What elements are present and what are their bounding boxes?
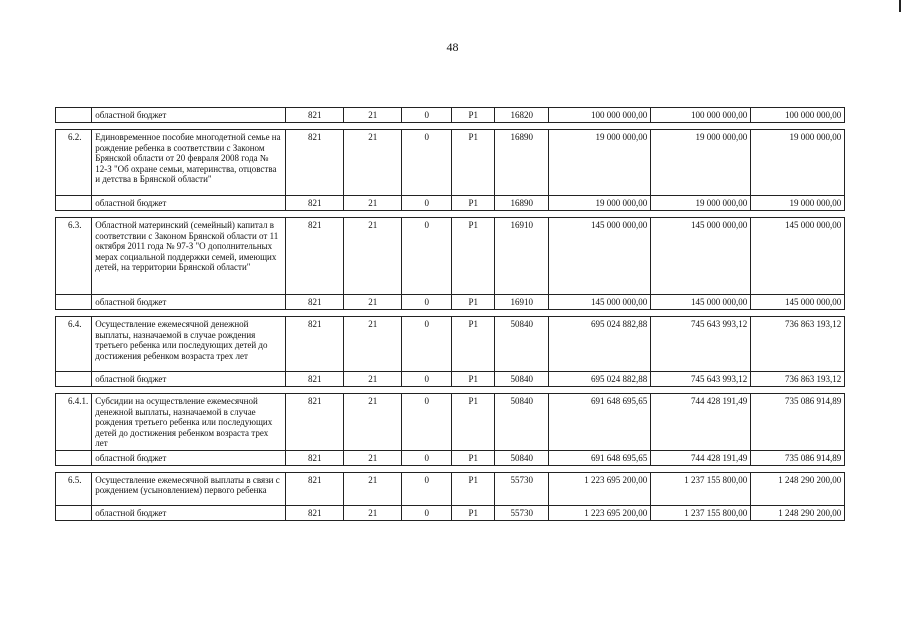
row-number (56, 505, 92, 520)
row-cs: P1 (452, 317, 495, 372)
row-code: 55730 (495, 472, 549, 505)
row-cs: P1 (452, 394, 495, 451)
row-name: областной бюджет (92, 108, 286, 123)
table-row (56, 130, 845, 196)
row-year3: 145 000 000,00 (751, 295, 845, 310)
row-cs: P1 (452, 372, 495, 387)
row-pr: 0 (402, 218, 452, 295)
row-year1: 695 024 882,88 (549, 372, 651, 387)
row-code: 50840 (495, 317, 549, 372)
table-row (56, 394, 845, 451)
row-year1: 100 000 000,00 (549, 108, 651, 123)
row-name: областной бюджет (92, 372, 286, 387)
row-year1: 19 000 000,00 (549, 130, 651, 196)
row-year2: 1 237 155 800,00 (651, 472, 751, 505)
row-rz: 21 (344, 472, 402, 505)
row-year3: 735 086 914,89 (751, 394, 845, 451)
table-row (56, 372, 845, 387)
row-year1: 691 648 695,65 (549, 450, 651, 465)
row-year2: 19 000 000,00 (651, 130, 751, 196)
row-pr: 0 (402, 505, 452, 520)
row-year1: 19 000 000,00 (549, 196, 651, 211)
table-row (56, 108, 845, 123)
page-number: 48 (446, 40, 459, 54)
row-year1: 695 024 882,88 (549, 317, 651, 372)
row-rz: 21 (344, 394, 402, 451)
row-number: 6.4. (56, 317, 92, 372)
budget-table (55, 107, 845, 521)
row-year3: 145 000 000,00 (751, 218, 845, 295)
table-row (56, 317, 845, 372)
table-row (56, 450, 845, 465)
row-rz: 21 (344, 196, 402, 211)
row-pr: 0 (402, 372, 452, 387)
row-gr: 821 (286, 472, 344, 505)
row-pr: 0 (402, 196, 452, 211)
row-year1: 691 648 695,65 (549, 394, 651, 451)
row-code: 16820 (495, 108, 549, 123)
row-number: 6.3. (56, 218, 92, 295)
row-gr: 821 (286, 196, 344, 211)
row-pr: 0 (402, 317, 452, 372)
row-code: 16890 (495, 130, 549, 196)
row-rz: 21 (344, 372, 402, 387)
table-row (56, 196, 845, 211)
row-name: областной бюджет (92, 295, 286, 310)
row-year2: 19 000 000,00 (651, 196, 751, 211)
row-rz: 21 (344, 295, 402, 310)
row-year3: 1 248 290 200,00 (751, 472, 845, 505)
row-year1: 1 223 695 200,00 (549, 472, 651, 505)
row-number (56, 450, 92, 465)
row-year2: 145 000 000,00 (651, 218, 751, 295)
row-cs: P1 (452, 108, 495, 123)
row-year3: 735 086 914,89 (751, 450, 845, 465)
row-number (56, 196, 92, 211)
row-year3: 19 000 000,00 (751, 196, 845, 211)
row-rz: 21 (344, 450, 402, 465)
table-row (56, 505, 845, 520)
row-code: 16910 (495, 218, 549, 295)
row-cs: P1 (452, 505, 495, 520)
row-year1: 145 000 000,00 (549, 218, 651, 295)
row-gap (56, 211, 845, 218)
row-number: 6.5. (56, 472, 92, 505)
row-number (56, 108, 92, 123)
row-year2: 744 428 191,49 (651, 394, 751, 451)
table-row (56, 472, 845, 505)
row-pr: 0 (402, 450, 452, 465)
row-year2: 745 643 993,12 (651, 317, 751, 372)
row-year2: 1 237 155 800,00 (651, 505, 751, 520)
row-name: Осуществление ежемесячной выплаты в связи с рождением (усыновлением) первого ребенка (92, 472, 286, 505)
row-pr: 0 (402, 108, 452, 123)
row-name: областной бюджет (92, 450, 286, 465)
row-name: Субсидии на осуществление ежемесячной денежной выплаты, назначаемой в случае рождения третьего ребенка или последующих детей до достижения ребенком возраста трех лет (92, 394, 286, 451)
row-gr: 821 (286, 295, 344, 310)
row-cs: P1 (452, 450, 495, 465)
row-code: 16910 (495, 295, 549, 310)
row-rz: 21 (344, 218, 402, 295)
row-gr: 821 (286, 130, 344, 196)
row-year3: 100 000 000,00 (751, 108, 845, 123)
row-number: 6.2. (56, 130, 92, 196)
row-gr: 821 (286, 450, 344, 465)
row-cs: P1 (452, 218, 495, 295)
row-number: 6.4.1. (56, 394, 92, 451)
row-gap (56, 465, 845, 472)
scan-edge-mark (899, 0, 901, 12)
row-gr: 821 (286, 108, 344, 123)
row-gap (56, 310, 845, 317)
row-gr: 821 (286, 394, 344, 451)
table-row (56, 295, 845, 310)
row-name: Осуществление ежемесячной денежной выплаты, назначаемой в случае рождения третьего ребенка или последующих детей до достижения ребенком возраста трех лет (92, 317, 286, 372)
row-gr: 821 (286, 505, 344, 520)
row-year2: 744 428 191,49 (651, 450, 751, 465)
row-year2: 100 000 000,00 (651, 108, 751, 123)
row-rz: 21 (344, 505, 402, 520)
row-year3: 19 000 000,00 (751, 130, 845, 196)
row-name: Областной материнский (семейный) капитал в соответствии с Законом Брянской области от 11 октября 2011 года № 97-З "О дополнительных мерах социальной поддержки семей, имеющих детей, на территории Брянской области" (92, 218, 286, 295)
row-name: областной бюджет (92, 505, 286, 520)
row-cs: P1 (452, 196, 495, 211)
row-code: 50840 (495, 394, 549, 451)
row-year1: 1 223 695 200,00 (549, 505, 651, 520)
row-rz: 21 (344, 317, 402, 372)
row-number (56, 372, 92, 387)
row-year2: 145 000 000,00 (651, 295, 751, 310)
row-pr: 0 (402, 130, 452, 196)
row-pr: 0 (402, 394, 452, 451)
row-code: 16890 (495, 196, 549, 211)
row-cs: P1 (452, 472, 495, 505)
row-rz: 21 (344, 108, 402, 123)
row-gr: 821 (286, 317, 344, 372)
row-year2: 745 643 993,12 (651, 372, 751, 387)
row-cs: P1 (452, 295, 495, 310)
row-code: 55730 (495, 505, 549, 520)
row-year1: 145 000 000,00 (549, 295, 651, 310)
row-cs: P1 (452, 130, 495, 196)
row-gap (56, 387, 845, 394)
row-gr: 821 (286, 218, 344, 295)
row-rz: 21 (344, 130, 402, 196)
row-year3: 1 248 290 200,00 (751, 505, 845, 520)
row-pr: 0 (402, 295, 452, 310)
row-year3: 736 863 193,12 (751, 372, 845, 387)
row-number (56, 295, 92, 310)
row-gr: 821 (286, 372, 344, 387)
table-row (56, 218, 845, 295)
row-code: 50840 (495, 450, 549, 465)
row-pr: 0 (402, 472, 452, 505)
row-name: областной бюджет (92, 196, 286, 211)
row-year3: 736 863 193,12 (751, 317, 845, 372)
row-gap (56, 123, 845, 130)
row-name: Единовременное пособие многодетной семье на рождение ребенка в соответствии с Законом Брянской области от 20 февраля 2008 года № 12-З "Об охране семьи, материнства, отцовства и детства в Брянской области" (92, 130, 286, 196)
row-code: 50840 (495, 372, 549, 387)
